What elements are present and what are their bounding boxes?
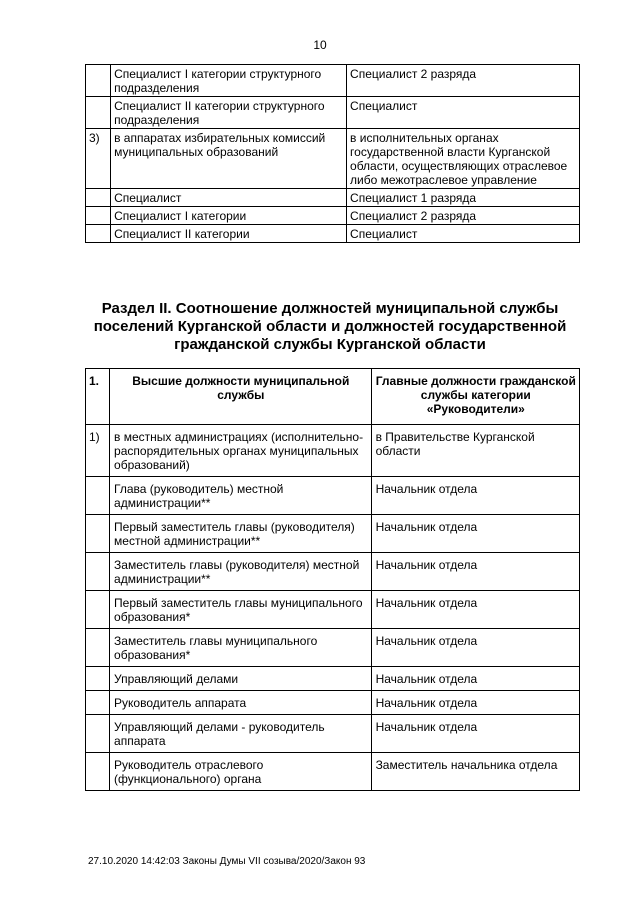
- municipal-position-cell: Первый заместитель главы муниципального образования*: [110, 591, 372, 629]
- row-number-cell: [86, 753, 110, 791]
- table1-body: [86, 65, 580, 243]
- row-number-cell: 3): [86, 129, 111, 189]
- state-position-cell: Начальник отдела: [371, 629, 579, 667]
- municipal-position-cell: Специалист I категории структурного подразделения: [111, 65, 347, 97]
- row-number-cell: [86, 207, 111, 225]
- municipal-position-cell: Специалист: [111, 189, 347, 207]
- municipal-position-cell: Специалист II категории: [111, 225, 347, 243]
- section-heading: Раздел II. Соотношение должностей муниципальной службы поселений Курганской области и должностей государственной гражданской службы Курганской области: [93, 300, 567, 353]
- municipal-position-cell: Заместитель главы муниципального образования*: [110, 629, 372, 667]
- table-row: [86, 225, 580, 243]
- table-row: [86, 129, 580, 189]
- table-row: [86, 477, 580, 515]
- state-position-cell: Начальник отдела: [371, 591, 579, 629]
- table-row: [86, 553, 580, 591]
- table-row: [86, 715, 580, 753]
- table-row: [86, 591, 580, 629]
- municipal-position-cell: в аппаратах избирательных комиссий муниципальных образований: [111, 129, 347, 189]
- table-row: [86, 629, 580, 667]
- municipal-position-cell: Первый заместитель главы (руководителя) местной администрации**: [110, 515, 372, 553]
- municipal-position-cell: в местных администрациях (исполнительно-распорядительных органах муниципальных образований): [110, 425, 372, 477]
- state-position-cell: Специалист: [347, 225, 580, 243]
- row-number-cell: [86, 515, 110, 553]
- row-number-cell: [86, 477, 110, 515]
- row-number-cell: [86, 65, 111, 97]
- table-row: [86, 691, 580, 715]
- state-position-cell: Специалист: [347, 97, 580, 129]
- row-number-cell: [86, 189, 111, 207]
- state-position-cell: Специалист 2 разряда: [347, 207, 580, 225]
- municipal-position-cell: Специалист I категории: [111, 207, 347, 225]
- state-position-cell: Специалист 2 разряда: [347, 65, 580, 97]
- row-number-cell: [86, 667, 110, 691]
- state-position-cell: Начальник отдела: [371, 477, 579, 515]
- row-number-cell: [86, 553, 110, 591]
- state-position-cell: Начальник отдела: [371, 515, 579, 553]
- positions-correspondence-table: [85, 368, 580, 791]
- table-row: [86, 189, 580, 207]
- row-number-cell: [86, 629, 110, 667]
- table-row: [86, 65, 580, 97]
- state-position-cell: Специалист 1 разряда: [347, 189, 580, 207]
- state-position-cell: Начальник отдела: [371, 667, 579, 691]
- row-number-cell: [86, 97, 111, 129]
- municipal-position-cell: Глава (руководитель) местной администрации**: [110, 477, 372, 515]
- row-number-cell: [86, 715, 110, 753]
- header-municipal-cell: Высшие должности муниципальной службы: [110, 369, 372, 425]
- header-number-cell: 1.: [86, 369, 110, 425]
- municipal-position-cell: Управляющий делами - руководитель аппарата: [110, 715, 372, 753]
- state-position-cell: Заместитель начальника отдела: [371, 753, 579, 791]
- municipal-position-cell: Руководитель отраслевого (функционального) органа: [110, 753, 372, 791]
- table-header-row: [86, 369, 580, 425]
- document-footer: 27.10.2020 14:42:03 Законы Думы VII созыва/2020/Закон 93: [88, 856, 366, 867]
- table-row: [86, 667, 580, 691]
- state-position-cell: Начальник отдела: [371, 715, 579, 753]
- municipal-position-cell: Специалист II категории структурного подразделения: [111, 97, 347, 129]
- header-state-cell: Главные должности гражданской службы категории «Руководители»: [371, 369, 579, 425]
- table-row: [86, 207, 580, 225]
- table-row: [86, 515, 580, 553]
- table-row: [86, 97, 580, 129]
- row-number-cell: 1): [86, 425, 110, 477]
- state-position-cell: в исполнительных органах государственной власти Курганской области, осуществляющих отраслевое либо межотраслевое управление: [347, 129, 580, 189]
- state-position-cell: в Правительстве Курганской области: [371, 425, 579, 477]
- municipal-position-cell: Руководитель аппарата: [110, 691, 372, 715]
- row-number-cell: [86, 225, 111, 243]
- state-position-cell: Начальник отдела: [371, 691, 579, 715]
- state-position-cell: Начальник отдела: [371, 553, 579, 591]
- municipal-position-cell: Заместитель главы (руководителя) местной администрации**: [110, 553, 372, 591]
- positions-table-continued: [85, 64, 580, 243]
- row-number-cell: [86, 691, 110, 715]
- table2-body: [86, 369, 580, 791]
- row-number-cell: [86, 591, 110, 629]
- page-number: 10: [313, 38, 327, 52]
- table-row: [86, 425, 580, 477]
- table-row: [86, 753, 580, 791]
- municipal-position-cell: Управляющий делами: [110, 667, 372, 691]
